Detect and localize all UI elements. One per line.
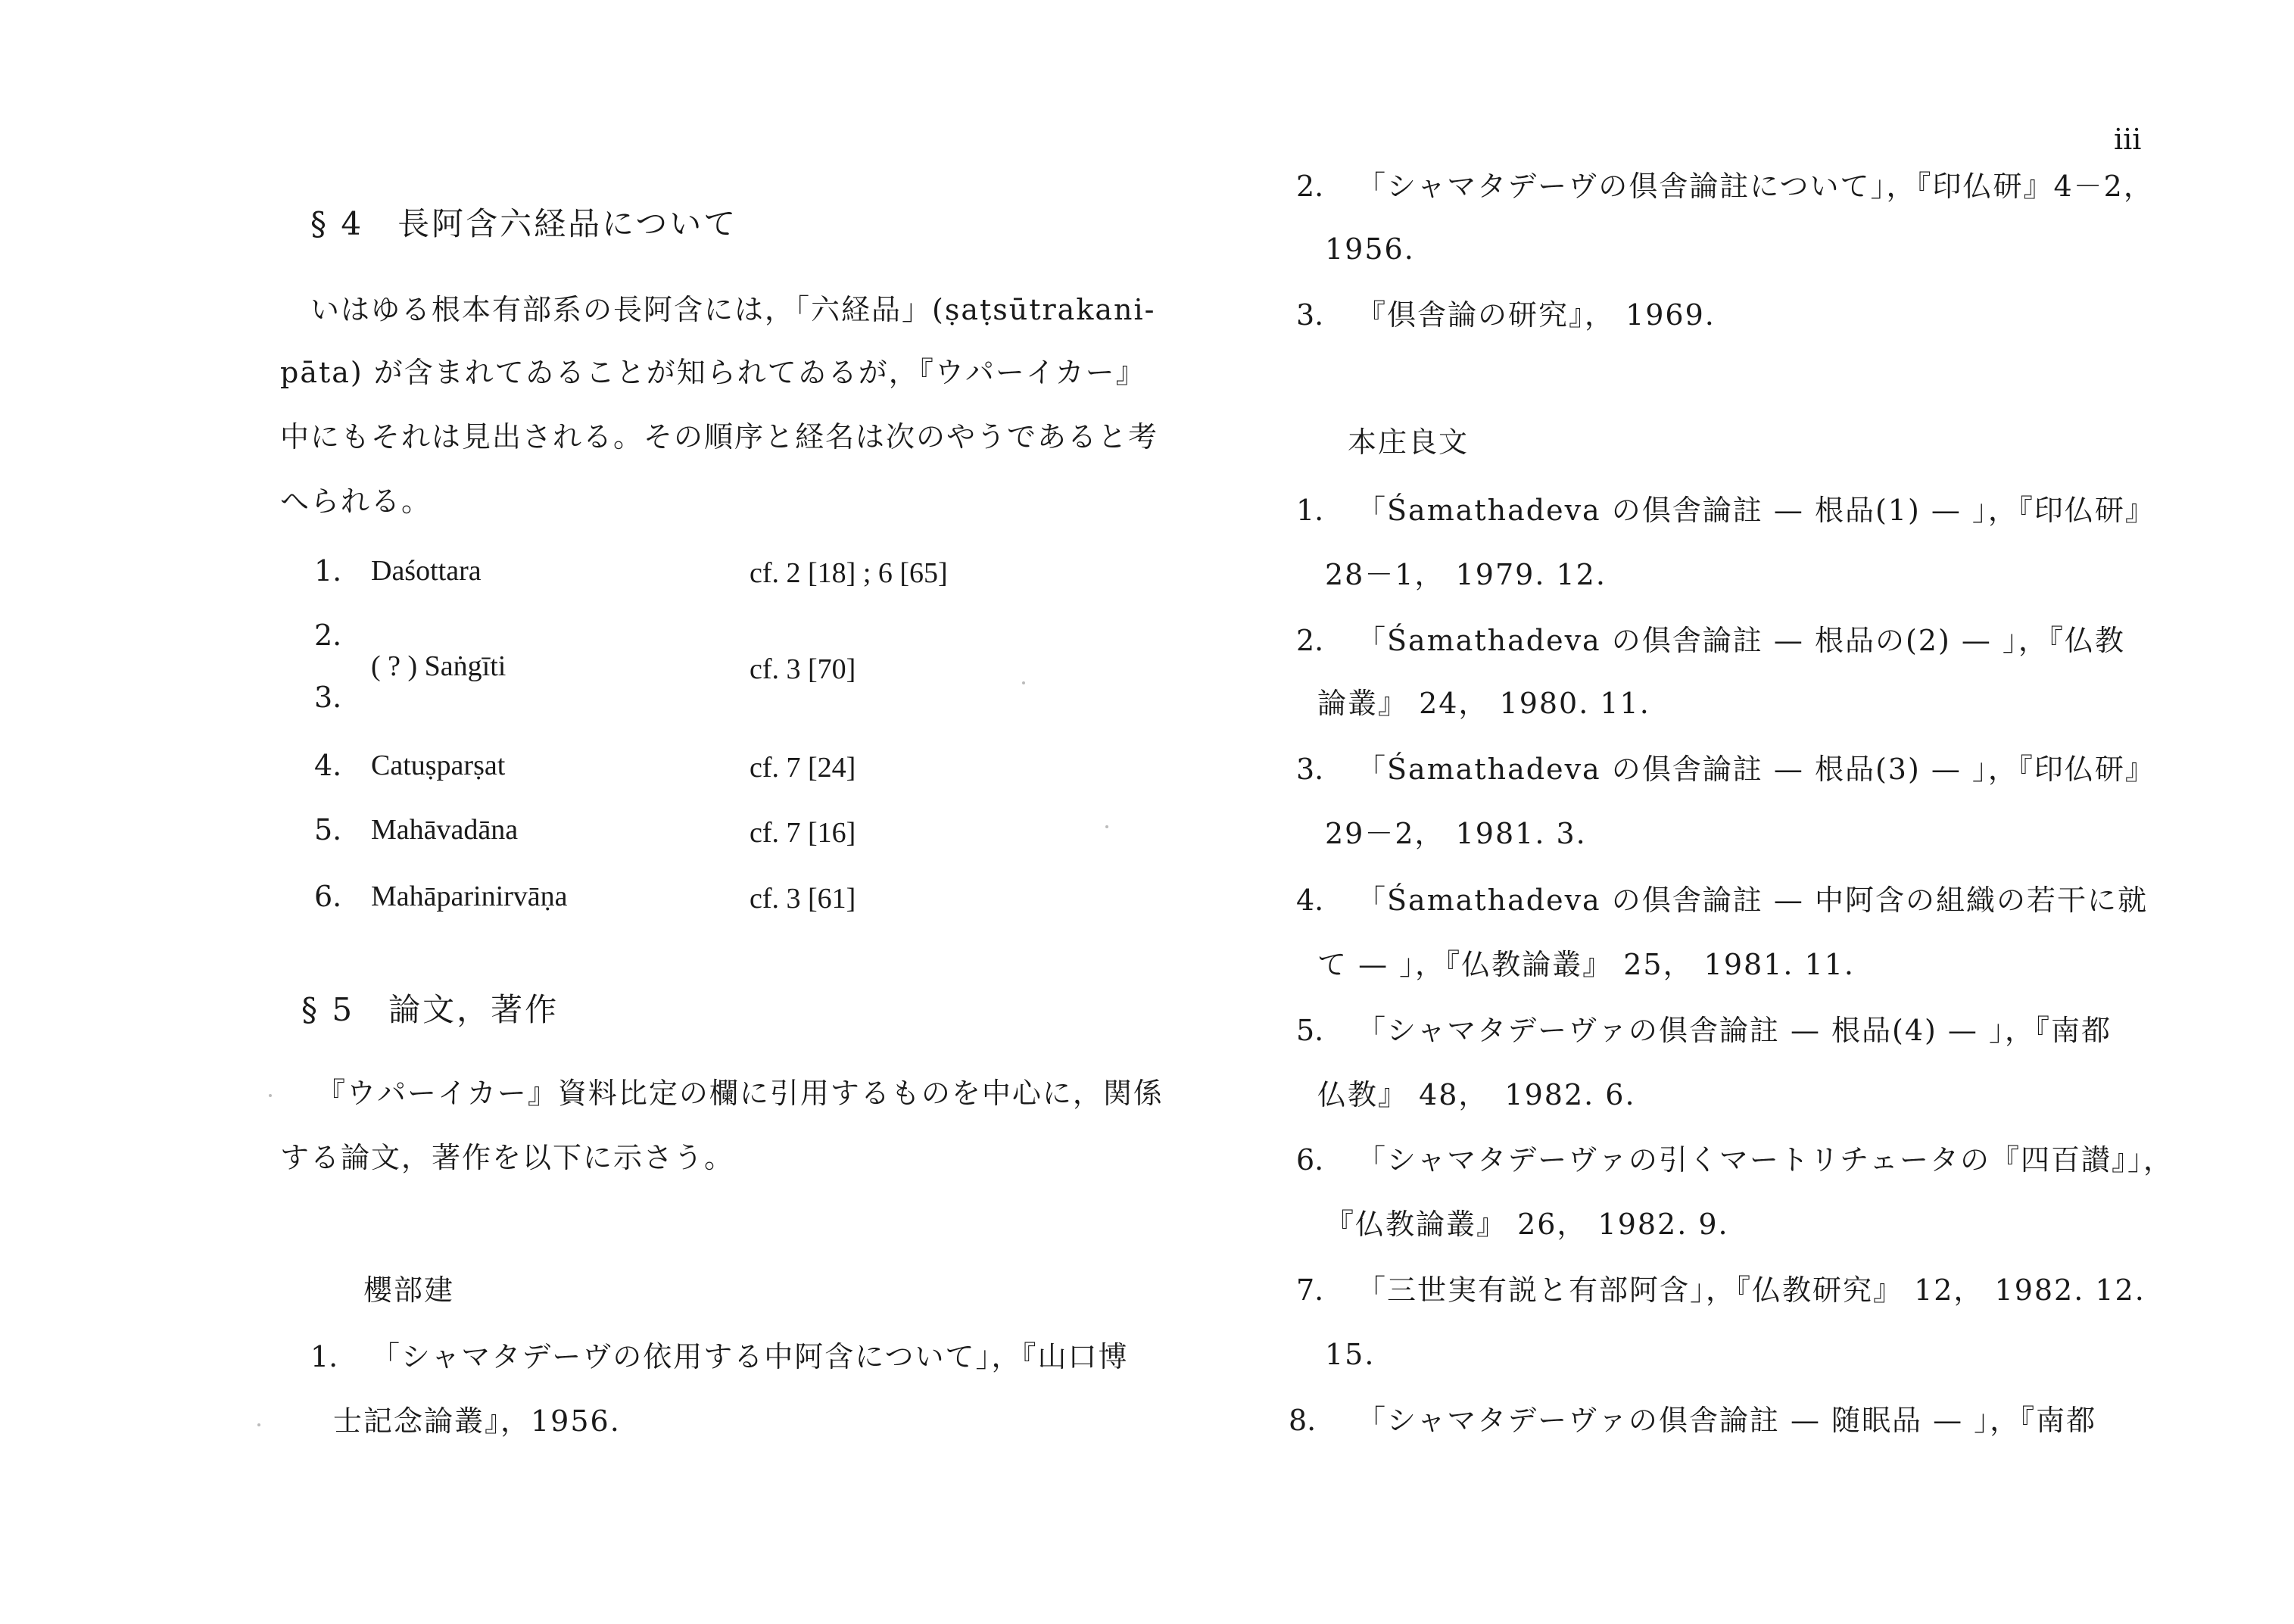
scan-speck <box>1105 825 1108 828</box>
bibliography-line: 「シャマタデーヴの依用する中阿含について」，『山口博 <box>371 1340 1129 1373</box>
paragraph-line: する論文，著作を以下に示さう。 <box>280 1141 735 1174</box>
sutra-name: Catuṣparṣat <box>371 750 506 781</box>
bibliography-line: 「シャマタデーヴァの引くマートリチェータの『四百讃』」， <box>1357 1143 2174 1177</box>
paragraph-line: pāta) が含まれてゐることが知られてゐるが，『ウパーイカー』 <box>280 356 1146 389</box>
scan-speck <box>269 1094 272 1097</box>
sutra-name: Mahāparinirvāṇa <box>371 881 568 912</box>
bibliography-line: 「シャマタデーヴァの倶舎論註 — 根品(4) — 」，『南都 <box>1357 1014 2112 1047</box>
list-number: 2. <box>314 619 342 652</box>
bibliography-line: 士記念論叢』，1956. <box>333 1404 621 1438</box>
list-number: 3. <box>314 681 342 714</box>
bibliography-line: 仏教』 48， 1982. 6. <box>1317 1078 1636 1111</box>
sutra-reference: cf. 7 [16] <box>750 817 856 849</box>
sutra-reference: cf. 3 [70] <box>750 653 856 685</box>
bibliography-line: 『仏教論叢』 26， 1982. 9. <box>1325 1208 1729 1241</box>
section-5-heading: § 5 論文，著作 <box>301 991 559 1028</box>
sutra-name: Mahāvadāna <box>371 814 519 846</box>
sutra-name: Daśottara <box>371 555 482 587</box>
page-number: iii <box>2114 123 2142 156</box>
paragraph-line: 『ウパーイカー』資料比定の欄に引用するものを中心に，関係 <box>316 1077 1164 1110</box>
list-number: 2. <box>1296 170 1324 203</box>
scan-speck <box>257 1423 260 1426</box>
bibliography-line: て — 」，『仏教論叢』 25， 1981. 11. <box>1317 948 1855 981</box>
bibliography-line: 「Śamathadeva の倶舎論註 — 根品の(2) — 」，『仏教 <box>1357 624 2125 657</box>
list-number: 1. <box>310 1340 338 1373</box>
bibliography-line: 『倶舎論の研究』， 1969. <box>1357 298 1716 332</box>
list-number: 7. <box>1296 1273 1324 1307</box>
paragraph-line: へられる。 <box>280 485 432 518</box>
bibliography-line: 29－2， 1981. 3. <box>1325 817 1587 850</box>
bibliography-line: 「三世実有説と有部阿含」，『仏教研究』 12， 1982. 12. <box>1357 1273 2146 1307</box>
list-number: 4. <box>314 749 342 782</box>
bibliography-line: 「シャマタデーヴァの倶舎論註 — 随眠品 — 」，『南都 <box>1357 1404 2097 1437</box>
paragraph-line: いはゆる根本有部系の長阿含には，「六経品」(ṣaṭsūtrakani- <box>310 293 1156 326</box>
list-number: 4. <box>1296 884 1324 917</box>
sutra-reference: cf. 2 [18] ; 6 [65] <box>750 557 948 589</box>
bibliography-line: 28－1， 1979. 12. <box>1325 558 1607 591</box>
list-number: 8. <box>1289 1404 1317 1437</box>
bibliography-line: 論叢』 24， 1980. 11. <box>1317 687 1650 720</box>
list-number: 6. <box>314 880 342 913</box>
bibliography-line: 「Śamathadeva の倶舎論註 — 中阿含の組織の若干に就 <box>1357 884 2148 917</box>
bibliography-line: 1956. <box>1325 232 1415 266</box>
bibliography-line: 「Śamathadeva の倶舎論註 — 根品(1) — 」，『印仏研』 <box>1357 494 2155 527</box>
list-number: 1. <box>314 554 342 588</box>
list-number: 3. <box>1296 298 1324 332</box>
list-number: 2. <box>1296 624 1324 657</box>
bibliography-line: 15. <box>1325 1338 1376 1371</box>
scan-speck <box>1022 681 1025 684</box>
list-number: 5. <box>1296 1014 1324 1047</box>
bibliography-line: 「Śamathadeva の倶舎論註 — 根品(3) — 」，『印仏研』 <box>1357 753 2155 786</box>
list-number: 3. <box>1296 753 1324 786</box>
list-number: 1. <box>1296 494 1324 527</box>
bibliography-line: 「シャマタデーヴの倶舎論註について」，『印仏研』4－2， <box>1357 170 2154 203</box>
list-number: 6. <box>1296 1143 1324 1177</box>
sutra-reference: cf. 7 [24] <box>750 752 856 784</box>
author-name: 櫻部建 <box>363 1273 455 1307</box>
sutra-reference: cf. 3 [61] <box>750 883 856 915</box>
paragraph-line: 中にもそれは見出される。その順序と経名は次のやうであると考 <box>280 420 1159 454</box>
sutra-name: ( ? ) Saṅgīti <box>371 650 506 682</box>
author-name: 本庄良文 <box>1348 425 1470 459</box>
list-number: 5. <box>314 813 342 846</box>
section-4-heading: § 4 長阿含六経品について <box>310 205 738 242</box>
